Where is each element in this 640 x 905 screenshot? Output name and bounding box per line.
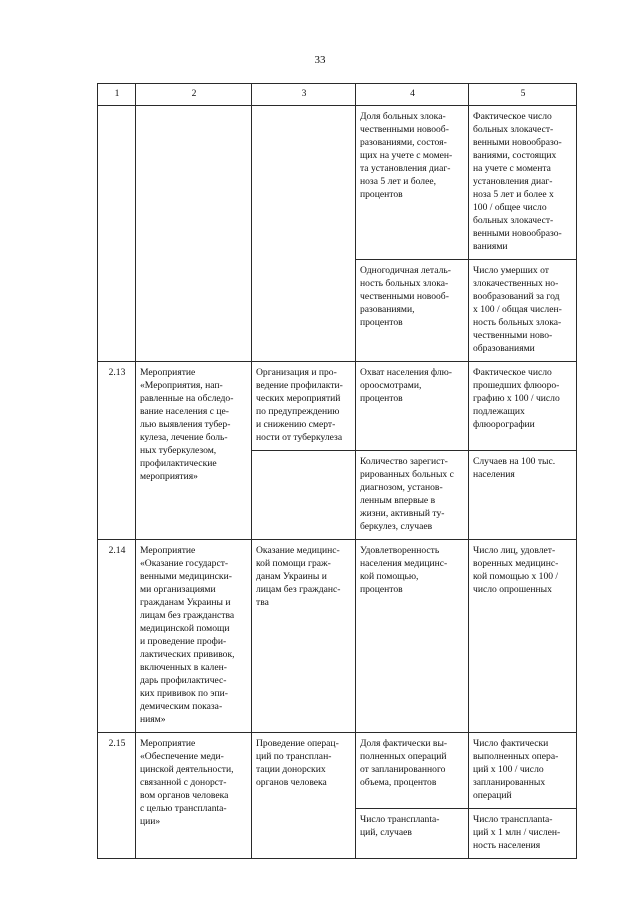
indicator-cell: Одногодичная леталь- ность больных злока- чественными новооб- разованиями, процентов	[356, 260, 469, 362]
indicator-cell: Число трансплanta- ций, случаев	[356, 809, 469, 859]
empty-cell	[252, 106, 356, 362]
formula-cell: Число трансплanta- ций х 1 млн / числен- ность населения	[469, 809, 577, 859]
empty-cell	[252, 451, 356, 540]
event-cell: Мероприятие «Оказание государст- венными медицински- ми организациями гражданам Украины и лицам без гражданства медицинской помощи и проведение профи- лактических прививок, включенных в кален- дарь профилактичес- ких прививок по эпи- демическим показа- ниям»	[136, 540, 252, 733]
indicator-cell: Количество зарегист- рированных больных с диагнозом, установ- ленным впервые в жизни, активный ту- беркулез, случаев	[356, 451, 469, 540]
empty-cell	[98, 106, 136, 362]
table-row	[98, 362, 577, 451]
task-cell: Оказание медицинс- кой помощи граж- данам Украины и лицам без гражданс- тва	[252, 540, 356, 733]
column-number-1: 1	[98, 84, 136, 106]
indicator-cell: Доля больных злока- чественными новооб- разованиями, состоя- щих на учете с момен- та установления диаг- ноза 5 лет и более, процентов	[356, 106, 469, 260]
task-cell: Проведение операц- ций по трансплан- тации донорских органов человека	[252, 733, 356, 859]
column-number-2: 2	[136, 84, 252, 106]
indicator-cell: Охват населения флю- ороосмотрами, процентов	[356, 362, 469, 451]
table-row	[98, 733, 577, 809]
indicators-table	[97, 83, 577, 859]
item-number-cell: 2.13	[98, 362, 136, 540]
table-header-row	[98, 84, 577, 106]
formula-cell: Число фактически выполненных опера- ций х 100 / число запланированных операций	[469, 733, 577, 809]
page-number: 33	[314, 54, 326, 66]
column-number-4: 4	[356, 84, 469, 106]
indicator-cell: Удовлетворенность населения медицинс- кой помощью, процентов	[356, 540, 469, 733]
item-number-cell: 2.14	[98, 540, 136, 733]
formula-cell: Фактическое число больных злокачест- венными новообразо- ваниями, состоящих на учете с момента установления диаг- ноза 5 лет и более х 100 / общее число больных злокачест- венными новообразо- ваниями	[469, 106, 577, 260]
formula-cell: Число лиц, удовлет- воренных медицинс- кой помощью х 100 / число опрошенных	[469, 540, 577, 733]
formula-cell: Фактическое число прошедших флюоро- графию х 100 / число подлежащих флюорографии	[469, 362, 577, 451]
column-number-5: 5	[469, 84, 577, 106]
item-number-cell: 2.15	[98, 733, 136, 859]
event-cell: Мероприятие «Мероприятия, нап- равленные на обследо- вание населения с це- лью выявления тубер- кулеза, лечение боль- ных туберкулезом, профилактические мероприятия»	[136, 362, 252, 540]
formula-cell: Число умерших от злокачественных но- вообразований за год х 100 / общая числен- ность больных злока- чественными ново- образованиями	[469, 260, 577, 362]
table-row	[98, 540, 577, 733]
formula-cell: Случаев на 100 тыс. населения	[469, 451, 577, 540]
task-cell: Организация и про- ведение профилакти- ческих мероприятий по предупреждению и снижению смерт- ности от туберкулеза	[252, 362, 356, 451]
event-cell: Мероприятие «Обеспечение меди- цинской деятельности, связанной с донорст- вом органов человека с целью трансплanta- ции»	[136, 733, 252, 859]
indicator-cell: Доля фактически вы- полненных операций от запланированного объема, процентов	[356, 733, 469, 809]
column-number-3: 3	[252, 84, 356, 106]
empty-cell	[136, 106, 252, 362]
table-row	[98, 106, 577, 260]
